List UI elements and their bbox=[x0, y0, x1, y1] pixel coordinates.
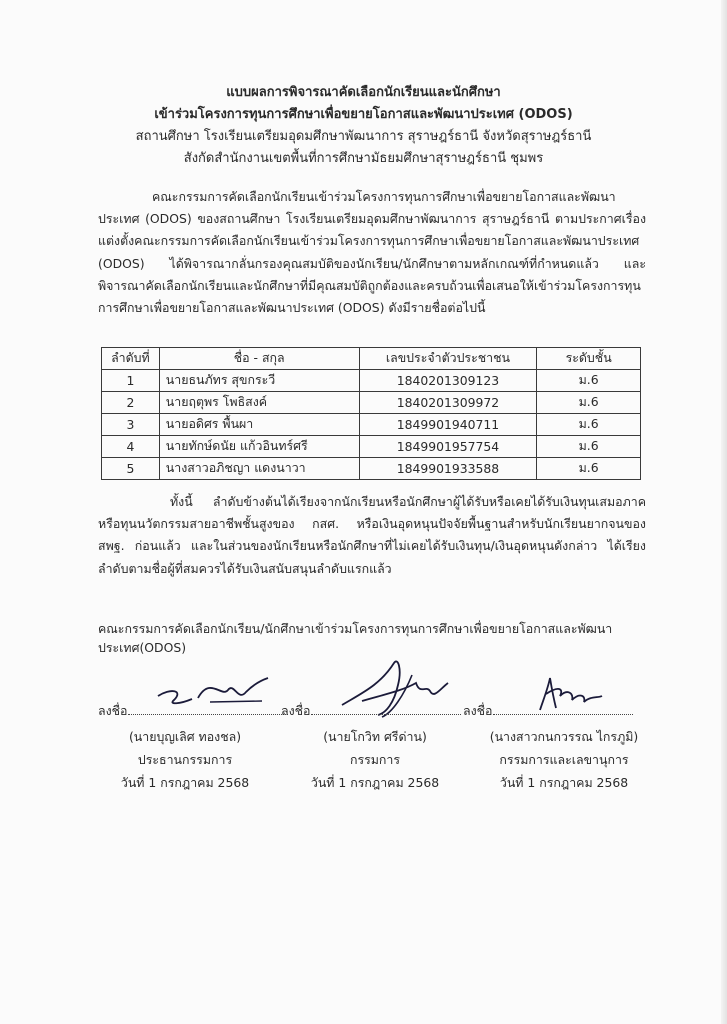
sign-prefix-2: ลงชื่อ bbox=[281, 703, 311, 718]
signatory-role: กรรมการ bbox=[349, 752, 401, 767]
row-level: ม.6 bbox=[537, 458, 641, 480]
row-level: ม.6 bbox=[537, 392, 641, 414]
header-no: ลำดับที่ bbox=[102, 348, 160, 370]
office-line: สังกัดสำนักงานเขตพื้นที่การศึกษามัธยมศึกษาสุราษฎร์ธานี ชุมพร bbox=[183, 151, 544, 166]
table-row bbox=[102, 458, 641, 480]
dotted-line bbox=[493, 704, 633, 715]
row-id: 1849901940711 bbox=[359, 414, 537, 436]
signatory-role: ประธานกรรมการ bbox=[137, 752, 233, 767]
signatory-date: วันที่ 1 กรกฎาคม 2568 bbox=[499, 775, 629, 790]
dotted-line bbox=[311, 704, 461, 715]
table-row bbox=[102, 414, 641, 436]
document-subtitle: เข้าร่วมโครงการทุนการศึกษาเพื่อขยายโอกาสและพัฒนาประเทศ (ODOS) bbox=[154, 107, 573, 122]
signature-line-3 bbox=[463, 702, 633, 721]
sign-prefix-3: ลงชื่อ bbox=[463, 703, 493, 718]
signatory-1 bbox=[100, 725, 270, 794]
note-paragraph bbox=[98, 491, 646, 580]
table-row bbox=[102, 392, 641, 414]
row-no: 5 bbox=[102, 458, 160, 480]
row-id: 1849901933588 bbox=[359, 458, 537, 480]
signatory-date: วันที่ 1 กรกฎาคม 2568 bbox=[310, 775, 440, 790]
row-id: 1840201309123 bbox=[359, 370, 537, 392]
signatory-2 bbox=[292, 725, 458, 794]
committee-line: คณะกรรมการคัดเลือกนักเรียน/นักศึกษาเข้าร่วมโครงการทุนการศึกษาเพื่อขยายโอกาสและพัฒนาประเทศ(ODOS) bbox=[98, 621, 613, 655]
row-name: นายอดิศร พื้นผา bbox=[159, 414, 359, 436]
intro-text: คณะกรรมการคัดเลือกนักเรียนเข้าร่วมโครงการทุนการศึกษาเพื่อขยายโอกาสและพัฒนาประเทศ (ODOS) ของสถานศึกษา โรงเรียนเตรียมอุดมศึกษาพัฒนาการ สุราษฎร์ธานี ตามประกาศเรื่องแต่งตั้งคณะกรรมการคัดเลือกนักเรียนเข้าร่วมโครงการทุนการศึกษาเพื่อขยายโอกาสและพัฒนาประเทศ (ODOS) ได้พิจารณากลั่นกรองคุณสมบัติของนักเรียน/นักศึกษาตามหลักเกณฑ์ที่กำหนดแล้ว และพิจารณาคัดเลือกนักเรียนและนักศึกษาที่มีคุณสมบัติถูกต้องและครบถ้วนเพื่อเสนอให้เข้าร่วมโครงการทุนการศึกษาเพื่อขยายโอกาสและพัฒนาประเทศ (ODOS) ดังมีรายชื่อต่อไปนี้ bbox=[98, 189, 646, 316]
row-id: 1840201309972 bbox=[359, 392, 537, 414]
row-no: 1 bbox=[102, 370, 160, 392]
signature-line-1 bbox=[98, 702, 288, 721]
row-name: นางสาวอภิชญา แดงนาวา bbox=[159, 458, 359, 480]
table-header-row bbox=[102, 348, 641, 370]
row-no: 3 bbox=[102, 414, 160, 436]
row-name: นายทักษ์ดนัย แก้วอินทร์ศรี bbox=[159, 436, 359, 458]
table-row bbox=[102, 370, 641, 392]
signatory-name: (นายโกวิท ศรีด่าน) bbox=[323, 729, 427, 744]
dotted-line bbox=[128, 704, 288, 715]
note-text: ทั้งนี้ ลำดับข้างต้นได้เรียงจากนักเรียนหรือนักศึกษาผู้ได้รับหรือเคยได้รับเงินทุนเสมอภาคหรือทุนนวัตกรรมสายอาชีพชั้นสูงของ กสศ. หรือเงินอุดหนุนปัจจัยพื้นฐานสำหรับนักเรียนยากจนของ สพฐ. ก่อนแล้ว และในส่วนของนักเรียนหรือนักศึกษาที่ไม่เคยได้รับเงินทุน/เงินอุดหนุนดังกล่าว ได้เรียงลำดับตามชื่อผู้ที่สมควรได้รับเงินสนับสนุนลำดับแรกแล้ว bbox=[98, 494, 646, 576]
table-row bbox=[102, 436, 641, 458]
sign-prefix-1: ลงชื่อ bbox=[98, 703, 128, 718]
document-header bbox=[0, 82, 727, 170]
signatory-date: วันที่ 1 กรกฎาคม 2568 bbox=[120, 775, 250, 790]
row-level: ม.6 bbox=[537, 414, 641, 436]
signatory-name: (นายบุญเลิศ ทองชล) bbox=[128, 729, 242, 744]
row-level: ม.6 bbox=[537, 436, 641, 458]
student-table bbox=[101, 347, 641, 480]
signatory-3 bbox=[476, 725, 652, 794]
signatory-role: กรรมการและเลขานุการ bbox=[499, 752, 629, 767]
row-name: นายธนภัทร สุขกระวี bbox=[159, 370, 359, 392]
intro-paragraph bbox=[98, 186, 646, 319]
row-level: ม.6 bbox=[537, 370, 641, 392]
row-no: 4 bbox=[102, 436, 160, 458]
school-line: สถานศึกษา โรงเรียนเตรียมอุดมศึกษาพัฒนาการ สุราษฎร์ธานี จังหวัดสุราษฎร์ธานี bbox=[135, 129, 592, 144]
row-name: นายฤตุพร โพธิสงค์ bbox=[159, 392, 359, 414]
row-id: 1849901957754 bbox=[359, 436, 537, 458]
signature-line-2 bbox=[281, 702, 461, 721]
signatory-name: (นางสาวกนกวรรณ ไกรภูมิ) bbox=[489, 729, 639, 744]
header-id: เลขประจำตัวประชาชน bbox=[359, 348, 537, 370]
header-level: ระดับชั้น bbox=[537, 348, 641, 370]
header-name: ชื่อ - สกุล bbox=[159, 348, 359, 370]
document-title: แบบผลการพิจารณาคัดเลือกนักเรียนและนักศึกษา bbox=[226, 85, 501, 100]
row-no: 2 bbox=[102, 392, 160, 414]
